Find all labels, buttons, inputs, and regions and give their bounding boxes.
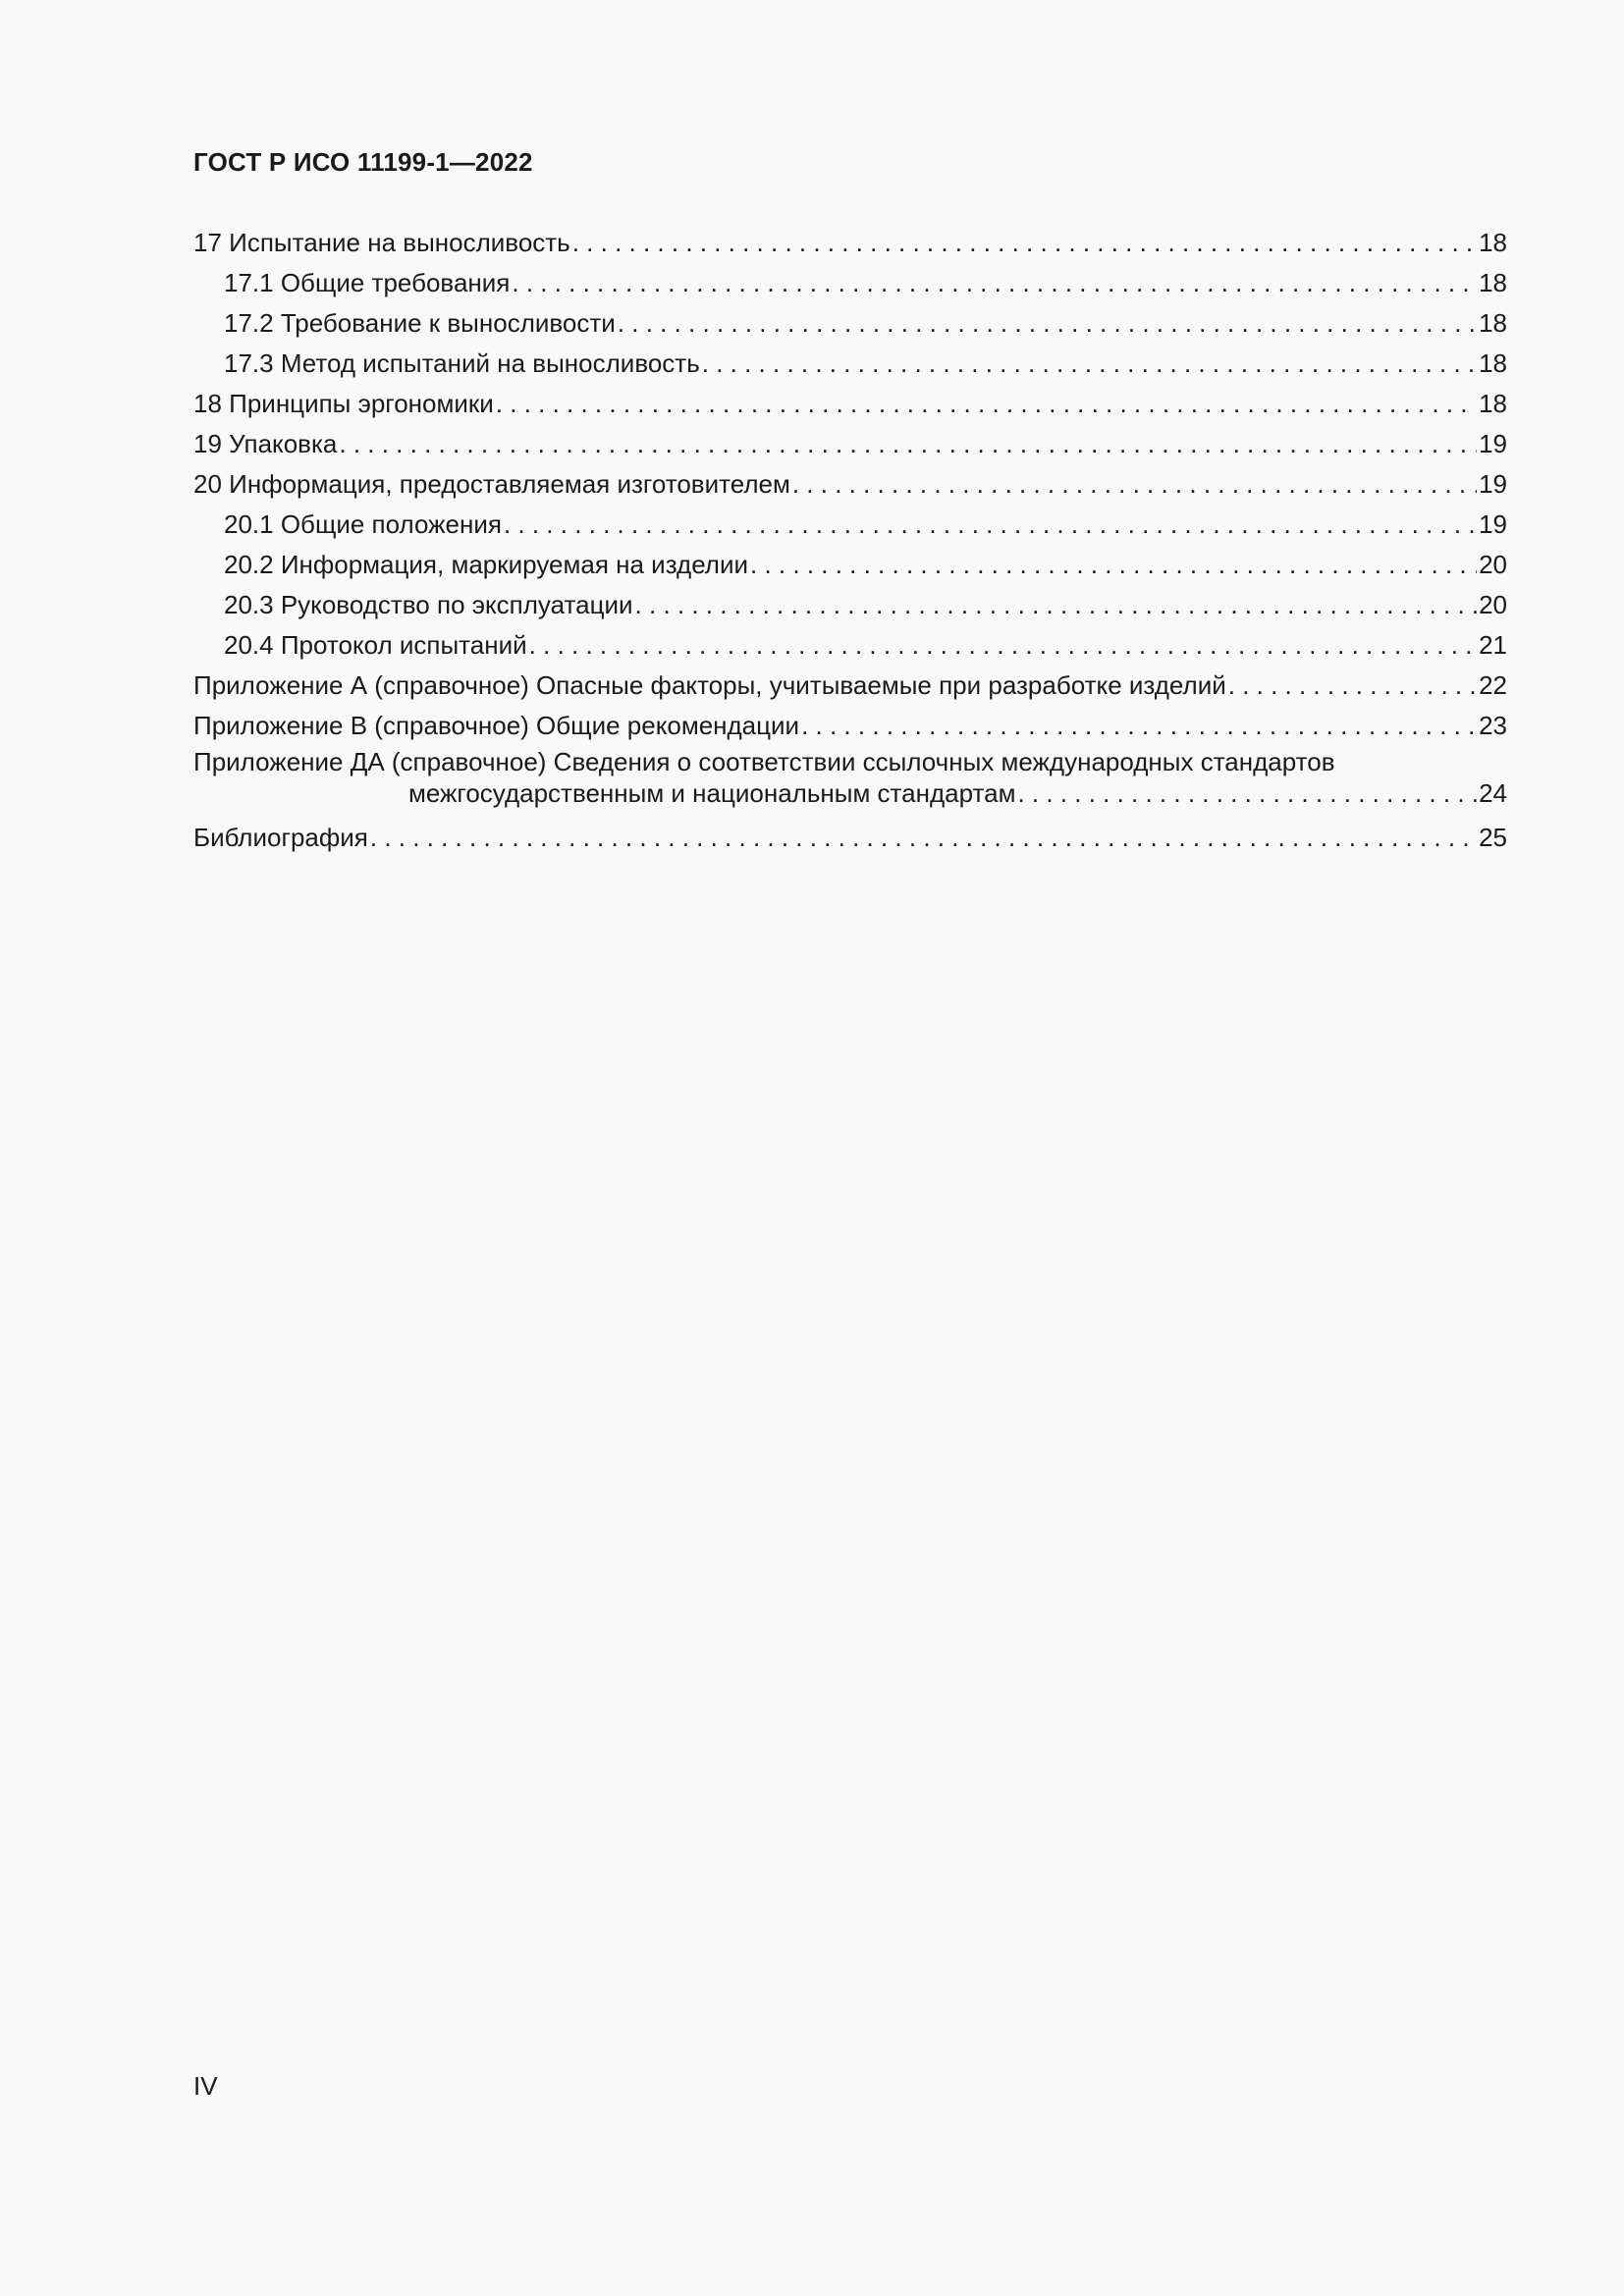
toc-dot-leader	[618, 303, 1477, 344]
toc-page-number: 19	[1479, 469, 1507, 499]
toc-entry	[193, 263, 1507, 303]
toc-entry	[193, 625, 1507, 666]
toc-page-number: 18	[1479, 348, 1507, 378]
toc-entry-title: 17 Испытание на выносливость	[193, 228, 570, 257]
toc-dot-leader	[1017, 777, 1477, 809]
toc-entry	[193, 344, 1507, 384]
toc-page-number: 21	[1479, 630, 1507, 660]
toc-entry-continuation	[193, 777, 1507, 818]
toc-page-number: 23	[1479, 711, 1507, 740]
toc-dot-leader	[370, 818, 1477, 858]
toc-page-number: 25	[1479, 823, 1507, 852]
toc-entry	[193, 666, 1507, 706]
toc-entry	[193, 424, 1507, 464]
toc-entry-title: Приложение В (справочное) Общие рекомендации	[193, 711, 800, 740]
toc-dot-leader	[792, 464, 1477, 505]
page-number-footer: IV	[193, 2071, 218, 2101]
toc-entry-title: Приложение ДА (справочное) Сведения о соответствии ссылочных международных стандартов	[193, 747, 1335, 776]
toc-entry-title-continued: межгосударственным и национальным стандартам	[408, 778, 1016, 808]
toc-dot-leader	[512, 263, 1477, 303]
toc-page-number: 20	[1479, 590, 1507, 619]
toc-entry	[193, 384, 1507, 424]
toc-page-number: 18	[1479, 268, 1507, 297]
toc-dot-leader	[529, 625, 1477, 666]
toc-dot-leader	[572, 223, 1477, 263]
toc-entry	[193, 223, 1507, 263]
toc-dot-leader	[339, 424, 1477, 464]
toc-page-number: 19	[1479, 429, 1507, 458]
toc-entry	[193, 505, 1507, 545]
toc-dot-leader	[750, 545, 1477, 585]
toc-entry-title: 17.1 Общие требования	[224, 268, 511, 297]
toc-dot-leader	[702, 344, 1477, 384]
toc-entry-title: Приложение А (справочное) Опасные факторы, учитываемые при разработке изделий	[193, 670, 1226, 700]
table-of-contents	[193, 223, 1507, 858]
toc-dot-leader	[504, 505, 1477, 545]
toc-entry-title: 18 Принципы эргономики	[193, 389, 494, 418]
toc-entry-title: 19 Упаковка	[193, 429, 338, 458]
toc-entry-title: 20.2 Информация, маркируемая на изделии	[224, 550, 749, 579]
toc-entry	[193, 585, 1507, 625]
toc-dot-leader	[496, 384, 1477, 424]
toc-entry	[193, 706, 1507, 746]
toc-entry-title: 17.3 Метод испытаний на выносливость	[224, 348, 700, 378]
toc-page-number: 24	[1479, 778, 1507, 808]
toc-dot-leader	[635, 585, 1478, 625]
toc-dot-leader	[801, 706, 1477, 746]
toc-entry	[193, 746, 1507, 818]
toc-entry-title: 20 Информация, предоставляемая изготовителем	[193, 469, 790, 499]
toc-entry	[193, 818, 1507, 858]
toc-entry-title: Библиография	[193, 823, 368, 852]
toc-page-number: 18	[1479, 389, 1507, 418]
toc-page-number: 18	[1479, 228, 1507, 257]
toc-page-number: 19	[1479, 509, 1507, 539]
toc-page-number: 22	[1479, 670, 1507, 700]
toc-page-number: 20	[1479, 550, 1507, 579]
toc-entry-title: 20.1 Общие положения	[224, 509, 502, 539]
toc-entry	[193, 464, 1507, 505]
toc-entry	[193, 303, 1507, 344]
toc-entry-title: 17.2 Требование к выносливости	[224, 308, 616, 338]
toc-dot-leader	[1228, 666, 1477, 706]
toc-page-number: 18	[1479, 308, 1507, 338]
document-header: ГОСТ Р ИСО 11199-1—2022	[193, 147, 533, 177]
toc-entry-title: 20.3 Руководство по эксплуатации	[224, 590, 633, 619]
toc-entry-title: 20.4 Протокол испытаний	[224, 630, 527, 660]
toc-entry	[193, 545, 1507, 585]
